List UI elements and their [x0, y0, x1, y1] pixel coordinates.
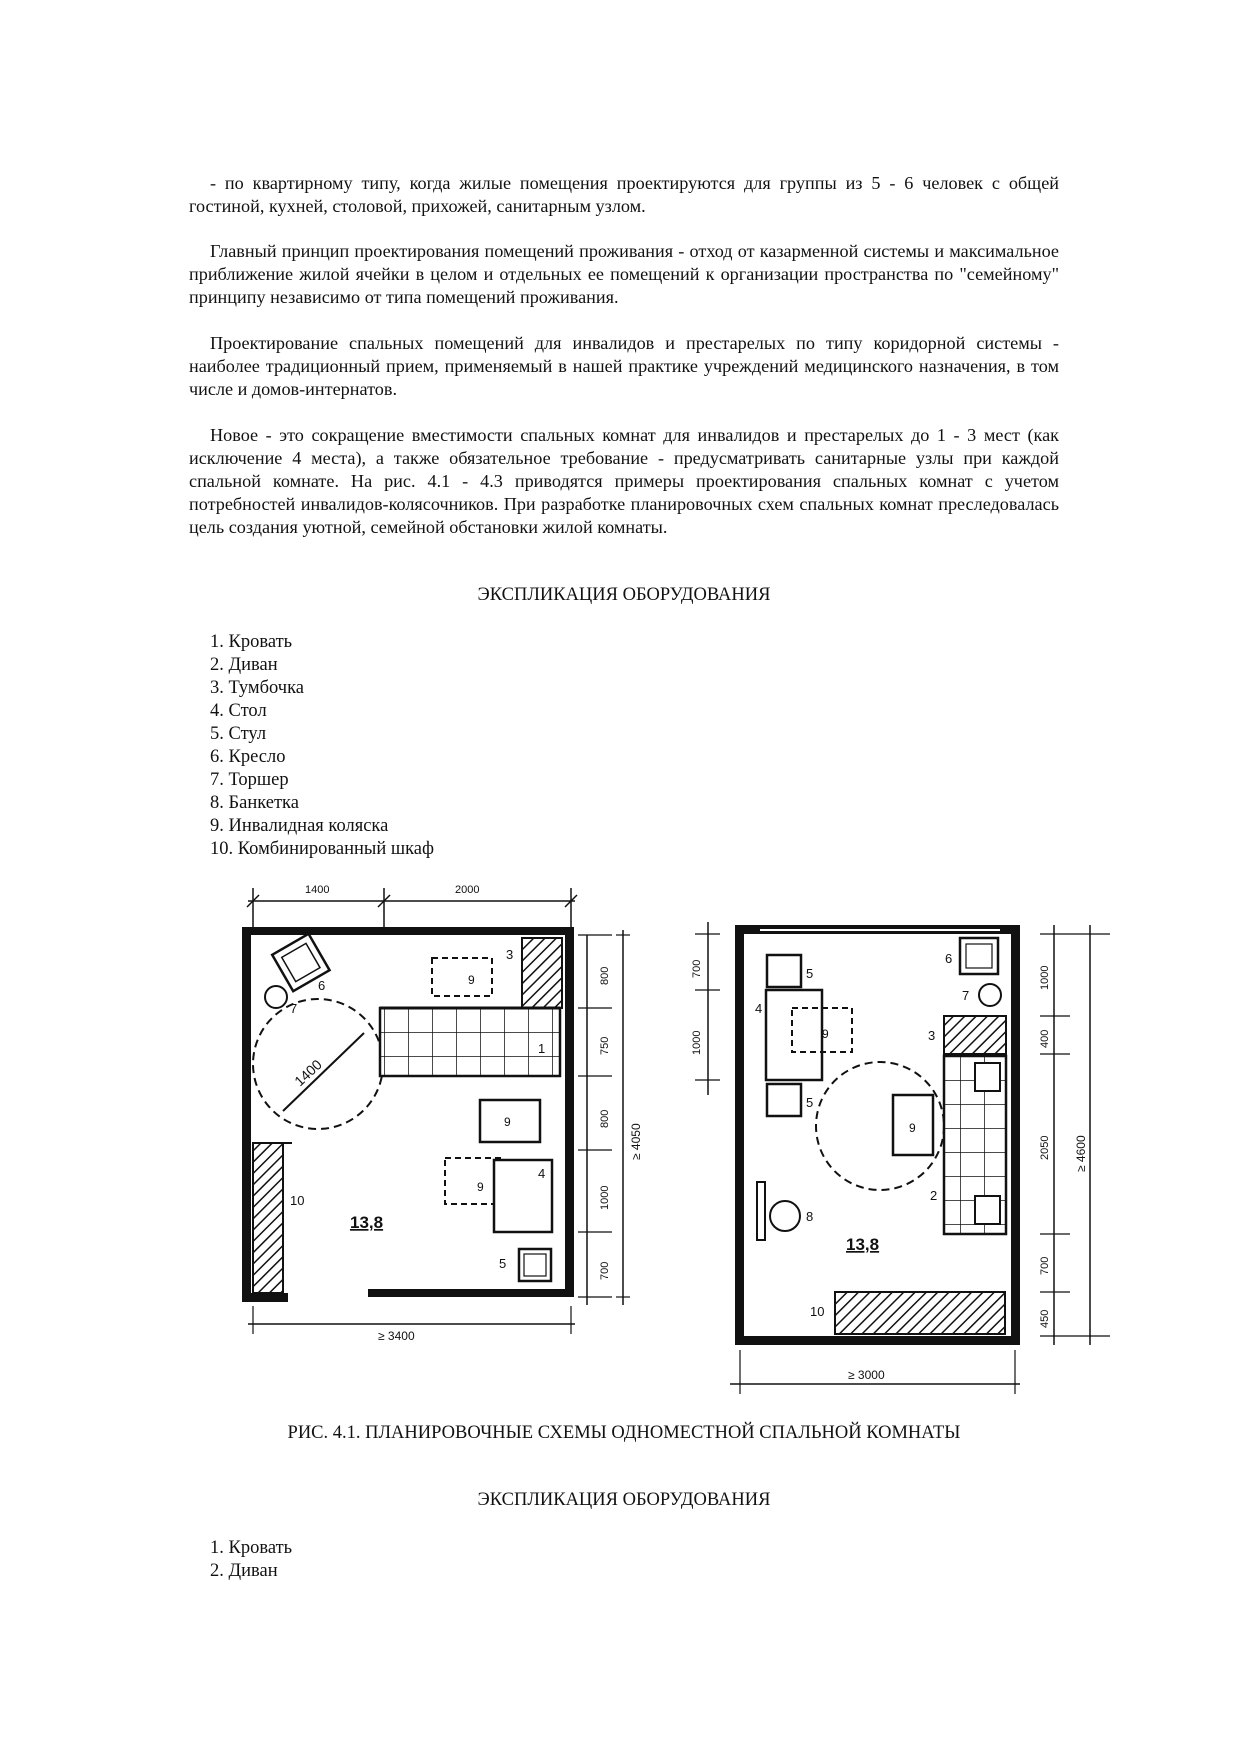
- item-label: 10: [810, 1304, 825, 1319]
- dim-label: 450: [1039, 1309, 1051, 1328]
- item-label: 6: [318, 978, 326, 993]
- circle-label: 1400: [291, 1056, 325, 1090]
- dim-label: 1000: [691, 1030, 703, 1055]
- item-label: 9: [477, 1180, 484, 1194]
- item-label: 6: [945, 951, 953, 966]
- figure-caption: РИС. 4.1. ПЛАНИРОВОЧНЫЕ СХЕМЫ ОДНОМЕСТНОЙ СПАЛЬНОЙ КОМНАТЫ: [287, 1423, 961, 1443]
- dim-label: 700: [691, 959, 703, 978]
- list-item: 1. Кровать: [210, 632, 293, 652]
- item-label: 5: [499, 1256, 507, 1271]
- item-label: 8: [806, 1209, 814, 1224]
- dim-label: ≥ 3400: [378, 1329, 415, 1343]
- dim-label: 400: [1039, 1029, 1051, 1048]
- item-label: 3: [506, 947, 514, 962]
- item-label: 9: [504, 1115, 511, 1129]
- list-item: 10. Комбинированный шкаф: [210, 839, 434, 859]
- paragraph-4: Новое - это сокращение вместимости спальных комнат для инвалидов и престарелых до 1 - 3 мест (как исключение 4 места), а также обязательное требование - предусматривать санитарные узлы при каждой спальной комнате. На рис. 4.1 - 4.3 приводятся примеры проектирования спальных комнат с учетом потребностей инвалидов-колясочников. При разработке планировочных схем спальных комнат преследовалась цель создания уютной, семейной обстановки жилой комнаты.: [189, 425, 1059, 537]
- item-label: 9: [822, 1027, 829, 1041]
- explication-heading: ЭКСПЛИКАЦИЯ ОБОРУДОВАНИЯ: [477, 585, 771, 605]
- list-item: 8. Банкетка: [210, 793, 299, 813]
- item-label: 3: [928, 1028, 936, 1043]
- item-label: 5: [806, 966, 814, 981]
- paragraph-1: - по квартирному типу, когда жилые помещения проектируются для группы из 5 - 6 человек с общей гостиной, кухней, столовой, прихожей, санитарным узлом.: [189, 173, 1059, 216]
- room-area: 13,8: [350, 1213, 384, 1232]
- list-item: 4. Стол: [210, 701, 267, 721]
- dim-label: 1000: [1039, 965, 1051, 990]
- dim-label: ≥ 3000: [848, 1368, 885, 1382]
- list-item: 7. Торшер: [210, 770, 289, 790]
- item-label: 9: [909, 1121, 916, 1135]
- list-item: 3. Тумбочка: [210, 678, 304, 698]
- room-area: 13,8: [846, 1235, 880, 1254]
- list-item: 2. Диван: [210, 1561, 278, 1581]
- list-item: 2. Диван: [210, 655, 278, 675]
- item-label: 9: [468, 973, 475, 987]
- dim-label: 2050: [1039, 1135, 1051, 1160]
- list-item: 6. Кресло: [210, 747, 286, 767]
- dim-label: 700: [599, 1261, 611, 1280]
- item-label: 4: [755, 1001, 763, 1016]
- list-item: 1. Кровать: [210, 1538, 293, 1558]
- item-label: 1: [538, 1041, 546, 1056]
- item-label: 7: [290, 1001, 298, 1016]
- item-label: 4: [538, 1166, 546, 1181]
- plan-left-labels: [290, 884, 643, 1343]
- equipment-list-2: [210, 1537, 292, 1583]
- dim-label: 2000: [455, 884, 480, 896]
- item-label: 7: [962, 988, 970, 1003]
- item-label: 5: [806, 1095, 814, 1110]
- explication-heading-2: ЭКСПЛИКАЦИЯ ОБОРУДОВАНИЯ: [477, 1490, 771, 1510]
- item-label: 2: [930, 1188, 938, 1203]
- dim-label: 1400: [305, 884, 330, 896]
- list-item: 5. Стул: [210, 724, 267, 744]
- paragraph-3: Проектирование спальных помещений для инвалидов и престарелых по типу коридорной системы - наиболее традиционный прием, применяемый в нашей практике учреждений медицинского назначения, в том числе и домов-интернатов.: [189, 333, 1059, 399]
- dim-label: 1000: [599, 1185, 611, 1210]
- plan-left: [242, 888, 630, 1334]
- dim-label: ≥ 4050: [629, 1123, 643, 1160]
- dim-label: ≥ 4600: [1074, 1135, 1088, 1172]
- dim-label: 750: [599, 1036, 611, 1055]
- dim-label: 800: [599, 1109, 611, 1128]
- dim-label: 700: [1039, 1256, 1051, 1275]
- list-item: 9. Инвалидная коляска: [210, 816, 389, 836]
- dim-label: 800: [599, 966, 611, 985]
- paragraph-2: Главный принцип проектирования помещений проживания - отход от казарменной системы и максимальное приближение жилой ячейки в целом и отдельных ее помещений к организации пространства по "семейному" принципу независимо от типа помещений проживания.: [189, 241, 1059, 307]
- item-label: 10: [290, 1193, 305, 1208]
